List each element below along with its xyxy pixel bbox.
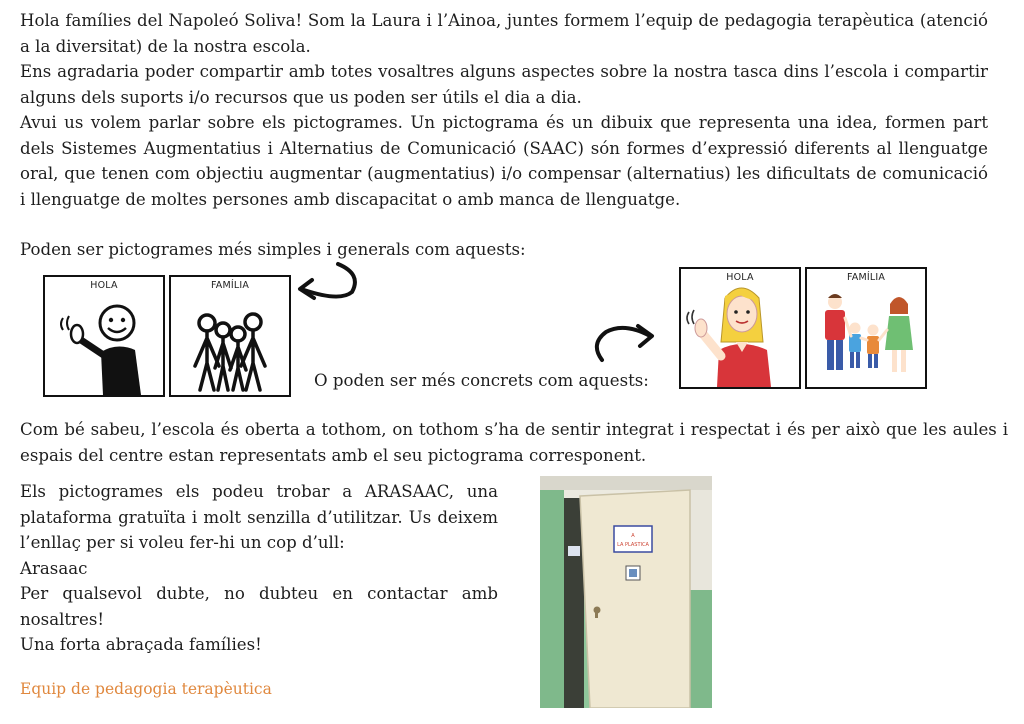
waving-person-icon <box>45 278 162 395</box>
arasaac-paragraph: Els pictogrames els podeu trobar a ARASAAC, una plataforma gratuïta i molt senzilla d’utilitzar. Us deixem l’enllaç per si voleu fer-hi un cop d’ull: <box>20 482 498 552</box>
pictogram-hola-simple <box>43 275 165 397</box>
curved-arrow-right-icon <box>588 318 663 363</box>
intro-sharing: Ens agradaria poder compartir amb totes vosaltres alguns aspectes sobre la nostra tasca dins l’escola i compartir alguns dels suports i/o recursos que us poden ser útils el dia a dia. <box>20 62 988 107</box>
pictogram-hola-concrete <box>679 267 801 389</box>
pictogram-label: FAMÍLIA <box>210 280 250 291</box>
concrete-pictograms-caption: O poden ser més concrets com aquests: <box>314 371 649 390</box>
pictogram-label: HOLA <box>726 272 754 283</box>
intro-pictograms: Avui us volem parlar sobre els pictogrames. Un pictograma és un dibuix que representa una idea, formen part dels Sistemes Augmentatius i Alternatius de Comunicació (SAAC) són formes d’expressió diferents al llenguatge oral, que tenen com objectiu augmentar (augmentatius) i/o compensar (alternatius) les dificultats de comunicació i llenguatge de moltes persones amb discapacitat o amb manca de llenguatge. <box>20 113 988 209</box>
closing-line: Una forta abraçada famílies! <box>20 635 262 654</box>
pictogram-familia-concrete <box>805 267 927 389</box>
family-stick-figures-icon <box>171 278 288 395</box>
simple-pictograms-lead: Poden ser pictogrames més simples i generals com aquests: <box>20 240 526 259</box>
pictogram-label: HOLA <box>90 280 118 291</box>
classroom-door-photo <box>540 476 712 708</box>
pictogram-familia-simple <box>169 275 291 397</box>
pictogram-label: FAMÍLIA <box>846 272 886 283</box>
curved-arrow-left-icon <box>290 258 365 303</box>
intro-greeting: Hola famílies del Napoleó Soliva! Som la Laura i l’Ainoa, juntes formem l’equip de pedagogia terapèutica (atenció a la diversitat) de la nostra escola. <box>20 11 988 56</box>
waving-girl-icon <box>681 270 798 387</box>
door-photo-illustration <box>540 476 712 708</box>
door-sign-text: LA PLASTICA <box>617 542 649 548</box>
arasaac-link[interactable]: Arasaac <box>20 559 88 578</box>
signature: Equip de pedagogia terapèutica <box>20 680 272 698</box>
contact-paragraph: Per qualsevol dubte, no dubteu en contactar amb nosaltres! <box>20 584 498 629</box>
family-color-icon <box>807 270 924 387</box>
svg-text:A: A <box>631 533 635 539</box>
school-paragraph: Com bé sabeu, l’escola és oberta a tothom, on tothom s’ha de sentir integrat i respectat i és per això que les aules i espais del centre estan representats amb el seu pictograma corresponent. <box>20 420 1008 465</box>
